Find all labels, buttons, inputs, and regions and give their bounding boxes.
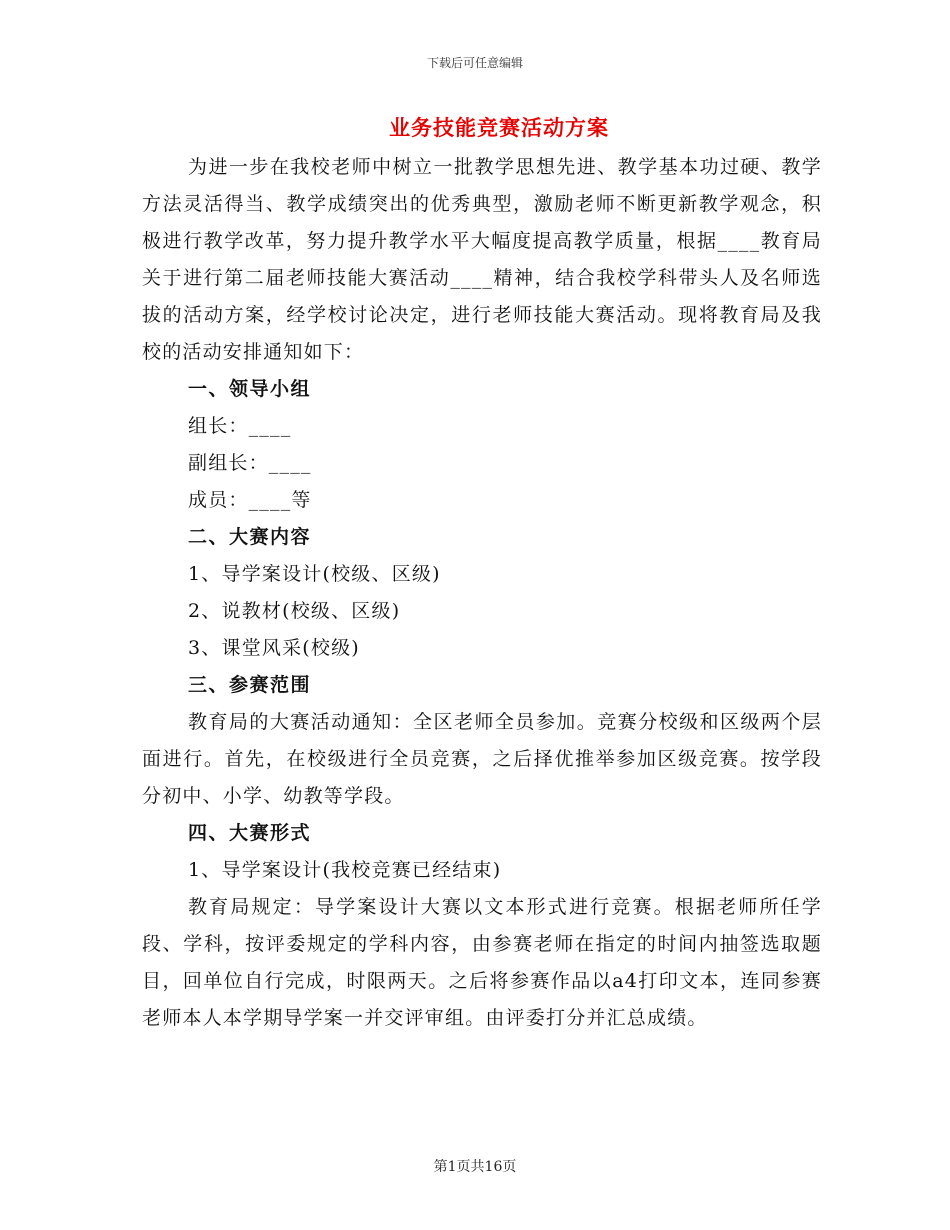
members-line: 成员：____等 xyxy=(188,489,312,511)
format-paragraph: 教育局规定：导学案设计大赛以文本形式进行竞赛。根据老师所任学段、学科，按评委规定的学科内容，由参赛老师在指定的时间内抽签选取题目，回单位自行完成，时限两天。之后将参赛作品以a4打印文本，连同参赛老师本人本学期导学案一并交评审组。由评委打分并汇总成绩。 xyxy=(142,896,822,1029)
header-note: 下载后可任意编辑 xyxy=(426,56,523,70)
document-title: 业务技能竞赛活动方案 xyxy=(389,115,609,140)
section-heading-scope: 三、参赛范围 xyxy=(188,674,312,696)
contest-item: 1、导学案设计(校级、区级) xyxy=(188,563,441,585)
intro-paragraph: 为进一步在我校老师中树立一批教学思想先进、教学基本功过硬、教学方法灵活得当、教学成绩突出的优秀典型，激励老师不断更新教学观念，积极进行教学改革，努力提升教学水平大幅度提高教学质量，根据____教育局关于进行第二届老师技能大赛活动____精神，结合我校学科带头人及名师选拔的活动方案，经学校讨论决定，进行老师技能大赛活动。现将教育局及我校的活动安排通知如下： xyxy=(142,156,822,363)
section-heading-contest-content: 二、大赛内容 xyxy=(188,526,312,548)
section-heading-format: 四、大赛形式 xyxy=(188,822,312,844)
leader-line: 组长：____ xyxy=(188,415,292,437)
scope-paragraph: 教育局的大赛活动通知：全区老师全员参加。竞赛分校级和区级两个层面进行。首先，在校级进行全员竞赛，之后择优推举参加区级竞赛。按学段分初中、小学、幼教等学段。 xyxy=(142,711,822,807)
contest-item: 2、说教材(校级、区级) xyxy=(188,600,401,622)
section-heading-leadership: 一、领导小组 xyxy=(188,378,312,400)
contest-item: 3、课堂风采(校级) xyxy=(188,637,360,659)
deputy-leader-line: 副组长：____ xyxy=(188,452,312,474)
page-footer: 第1页共16页 xyxy=(433,1159,517,1175)
document-body xyxy=(142,149,822,1037)
format-subheading: 1、导学案设计(我校竞赛已经结束) xyxy=(188,859,502,881)
